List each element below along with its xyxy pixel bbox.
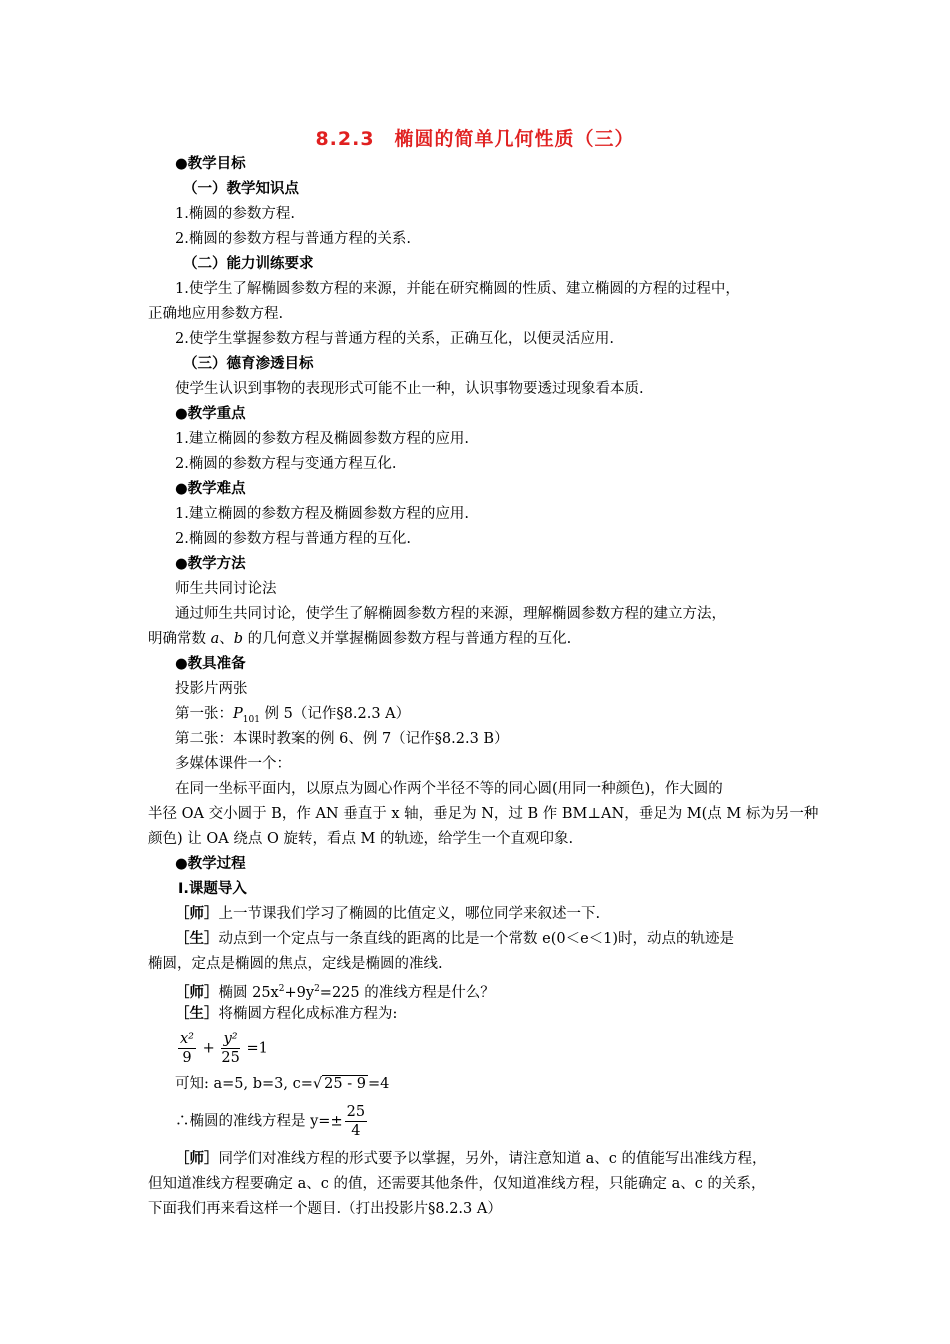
method-desc-line-a: 通过师生共同讨论，使学生了解椭圆参数方程的来源，理解椭圆参数方程的建立方法， [175,606,726,622]
aids-desc-line-c: 颜色) 让 OA 绕点 O 旋转，看点 M 的轨迹，给学生一个直观印象. [148,831,574,847]
aids-slides: 投影片两张 [175,681,248,697]
dialogue-teacher-2: ［师］椭圆 $25x^2+9y^2=225$ 的准线方程是什么？ [175,983,495,1001]
key-point-2: 2.椭圆的参数方程与变通方程互化. [175,456,397,472]
dialogue-teacher-3-line-c: 下面我们再来看这样一个题目.（打出投影片§8.2.3 A） [148,1201,502,1217]
section-teaching-goals: ●教学目标 [175,156,246,172]
dialogue-teacher-1: ［师］上一节课我们学习了椭圆的比值定义，哪位同学来叙述一下. [175,905,601,922]
aids-desc-line-b: 半径 OA 交小圆于 B，作 AN 垂直于 x 轴，垂足为 N，过 B 作 BM⊥AN，垂足为 M(点 M 标为另一种 [148,806,819,822]
section-difficulties: ●教学难点 [175,481,246,497]
knowledge-item-2: 2.椭圆的参数方程与普通方程的关系. [175,231,411,247]
dialogue-student-2: ［生］将椭圆方程化成标准方程为: [175,1005,398,1022]
document-title: 8.2.3 椭圆的简单几何性质（三） [315,128,635,150]
aids-multimedia: 多媒体课件一个： [175,756,291,772]
ability-item-1-line-b: 正确地应用参数方程. [148,306,284,322]
ability-item-1-line-a: 1.使学生了解椭圆参数方程的来源，并能在研究椭圆的性质、建立椭圆的方程的过程中， [175,281,740,297]
section-process: ●教学过程 [175,856,246,872]
moral-item-1: 使学生认识到事物的表现形式可能不止一种，认识事物要透过现象看本质. [175,381,644,397]
section-methods: ●教学方法 [175,556,246,572]
subsection-ability: （二）能力训练要求 [183,256,314,272]
dialogue-teacher-3-line-b: 但知道准线方程要确定 a、c 的值，还需要其他条件，仅知道准线方程，只能确定 a、c 的关系， [148,1176,766,1192]
section-teaching-aids: ●教具准备 [175,656,246,672]
knowledge-item-1: 1.椭圆的参数方程. [175,206,295,222]
aids-slide-1: 第一张：$P_{101}$ 例 5（记作§8.2.3 A） [175,706,411,725]
process-intro-head: Ⅰ.课题导入 [178,881,247,897]
key-point-1: 1.建立椭圆的参数方程及椭圆参数方程的应用. [175,431,469,447]
equation-values: 可知: a=5, b=3, c=√ 25 - 9 =4 [175,1076,390,1092]
aids-slide-2: 第二张：本课时教案的例 6、例 7（记作§8.2.3 B） [175,731,509,747]
method-desc-line-b: 明确常数 a、b 的几何意义并掌握椭圆参数方程与普通方程的互化. [148,631,572,647]
difficulty-1: 1.建立椭圆的参数方程及椭圆参数方程的应用. [175,506,469,522]
dialogue-teacher-3-line-a: ［师］同学们对准线方程的形式要予以掌握，另外，请注意知道 a、c 的值能写出准线方程， [175,1150,767,1167]
dialogue-student-1-line-a: ［生］动点到一个定点与一条直线的距离的比是一个常数 e(0＜e＜1)时，动点的轨迹是 [175,930,735,947]
section-key-points: ●教学重点 [175,406,246,422]
method-name: 师生共同讨论法 [175,581,277,597]
subsection-moral: （三）德育渗透目标 [183,356,314,372]
subsection-knowledge: （一）教学知识点 [183,181,299,197]
dialogue-student-1-line-b: 椭圆，定点是椭圆的焦点，定线是椭圆的准线. [148,956,443,972]
aids-desc-line-a: 在同一坐标平面内，以原点为圆心作两个半径不等的同心圆(用同一种颜色)，作大圆的 [175,781,723,797]
difficulty-2: 2.椭圆的参数方程与普通方程的互化. [175,531,411,547]
equation-directrix: ∴椭圆的准线方程是 y=± $\frac{25}{4}$ [175,1104,366,1139]
ability-item-2: 2.使学生掌握参数方程与普通方程的关系，正确互化，以便灵活应用. [175,331,614,347]
equation-standard-form: $\frac{\text{x²}}{9}$ + $\frac{\text{y²}}{25}$ =1 [180,1031,268,1066]
